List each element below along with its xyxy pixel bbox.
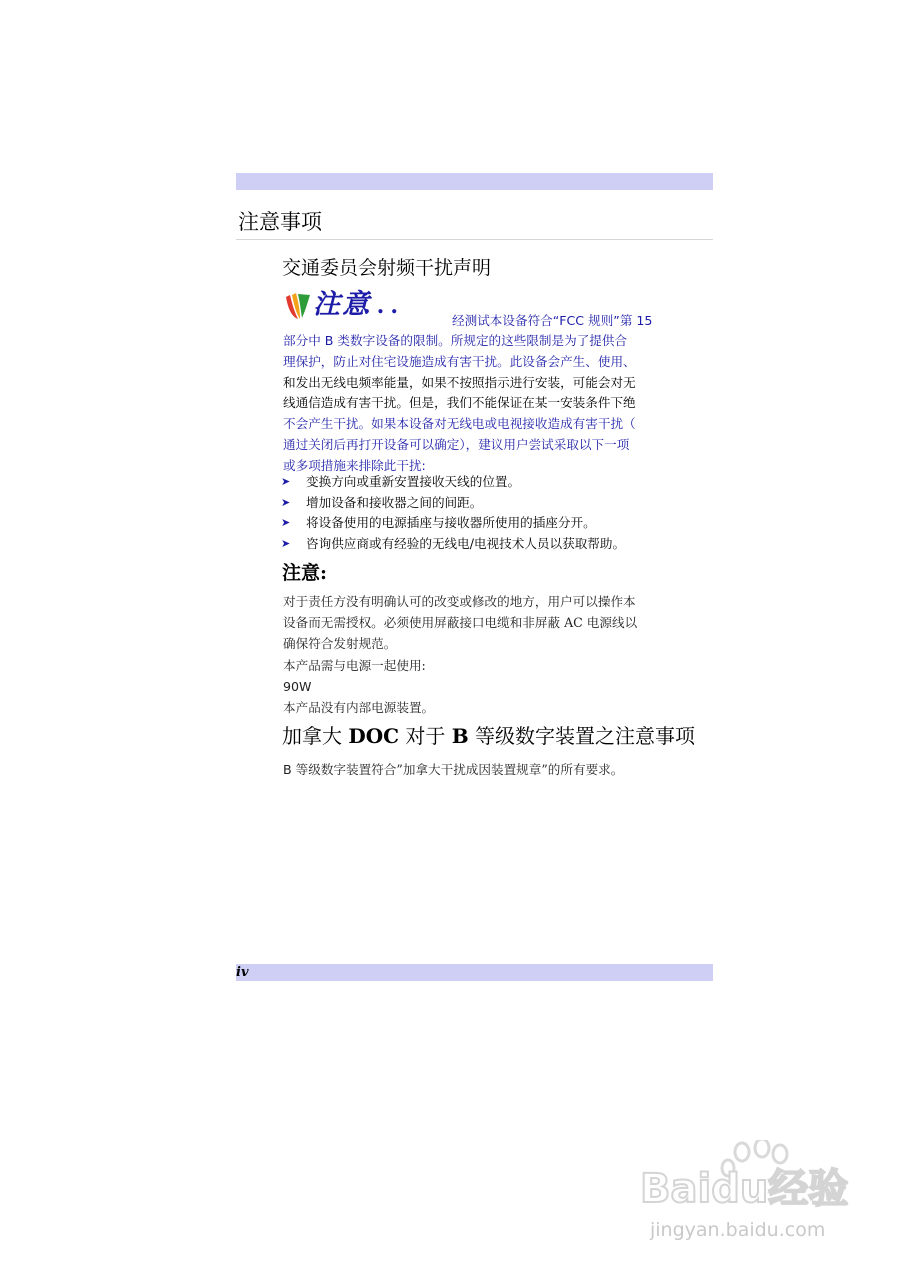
list-item: ➤ 咨询供应商或有经验的无线电/电视技术人员以获取帮助。	[281, 534, 625, 555]
fcc-line: 部分中 B 类数字设备的限制。所规定的这些限制是为了提供合	[283, 333, 628, 348]
remedy-list	[281, 472, 625, 554]
svg-text:Baidu经验: Baidu经验	[640, 1166, 849, 1212]
fcc-line: 不会产生干扰。如果本设备对无线电或电视接收造成有害干扰（	[283, 416, 636, 432]
fcc-line: 和发出无线电频率能量，如果不按照指示进行安装，可能会对无	[283, 374, 636, 390]
notice-dots: ...	[363, 293, 404, 319]
power-value: 90W	[283, 679, 312, 694]
svg-text:jingyan.baidu.com: jingyan.baidu.com	[650, 1219, 826, 1241]
doc-compliance-line: B 等级数字装置符合”加拿大干扰成因装置规章”的所有要求。	[283, 762, 624, 777]
section-title: 注意事项	[238, 210, 322, 234]
arrowhead-right-icon: ➤	[281, 475, 291, 488]
caution-line: 对于责任方没有明确认可的改变或修改的地方，用户可以操作本	[283, 594, 636, 609]
fcc-statement	[283, 331, 711, 477]
arrowhead-right-icon: ➤	[281, 495, 291, 509]
fcc-line: 或多项措施来排除此干扰:	[283, 457, 426, 473]
caution-line: 确保符合发射规范。	[283, 635, 397, 651]
power-note: 本产品没有内部电源装置。	[283, 700, 435, 715]
list-item: ➤ 变换方向或重新安置接收天线的位置。	[281, 472, 625, 493]
header-band	[236, 173, 713, 190]
footer-band	[236, 964, 713, 981]
power-intro: 本产品需与电源一起使用:	[283, 658, 426, 673]
doc-heading: 加拿大 DOC 对于 B 等级数字装置之注意事项	[282, 724, 696, 748]
fcc-first-line: 经测试本设备符合“FCC 规则”第 15	[452, 313, 653, 328]
paw-icon	[640, 1140, 870, 1250]
list-item: ➤ 增加设备和接收器之间的间距。	[281, 493, 625, 514]
caution-heading: 注意:	[282, 562, 328, 584]
baidu-watermark	[640, 1140, 870, 1250]
caution-paragraph	[283, 592, 713, 654]
notice-word: 注意	[313, 289, 371, 320]
list-item: ➤ 将设备使用的电源插座与接收器所使用的插座分开。	[281, 513, 625, 534]
fcc-line: 通过关闭后再打开设备可以确定），建议用户尝试采取以下一项	[283, 436, 630, 452]
arrowhead-right-icon: ➤	[281, 536, 291, 550]
fcc-line: 理保护，防止对住宅设施造成有害干扰。此设备会产生、使用、	[283, 353, 636, 369]
arrowhead-right-icon: ➤	[281, 516, 291, 529]
section-divider	[236, 239, 713, 240]
page-number: iv	[236, 965, 249, 980]
caution-line: 设备而无需授权。必须使用屏蔽接口电缆和非屏蔽 AC 电源线以	[283, 614, 638, 630]
fcc-line: 线通信造成有害干扰。但是，我们不能保证在某一安装条件下绝	[283, 395, 636, 411]
fcc-heading: 交通委员会射频干扰声明	[282, 257, 492, 279]
